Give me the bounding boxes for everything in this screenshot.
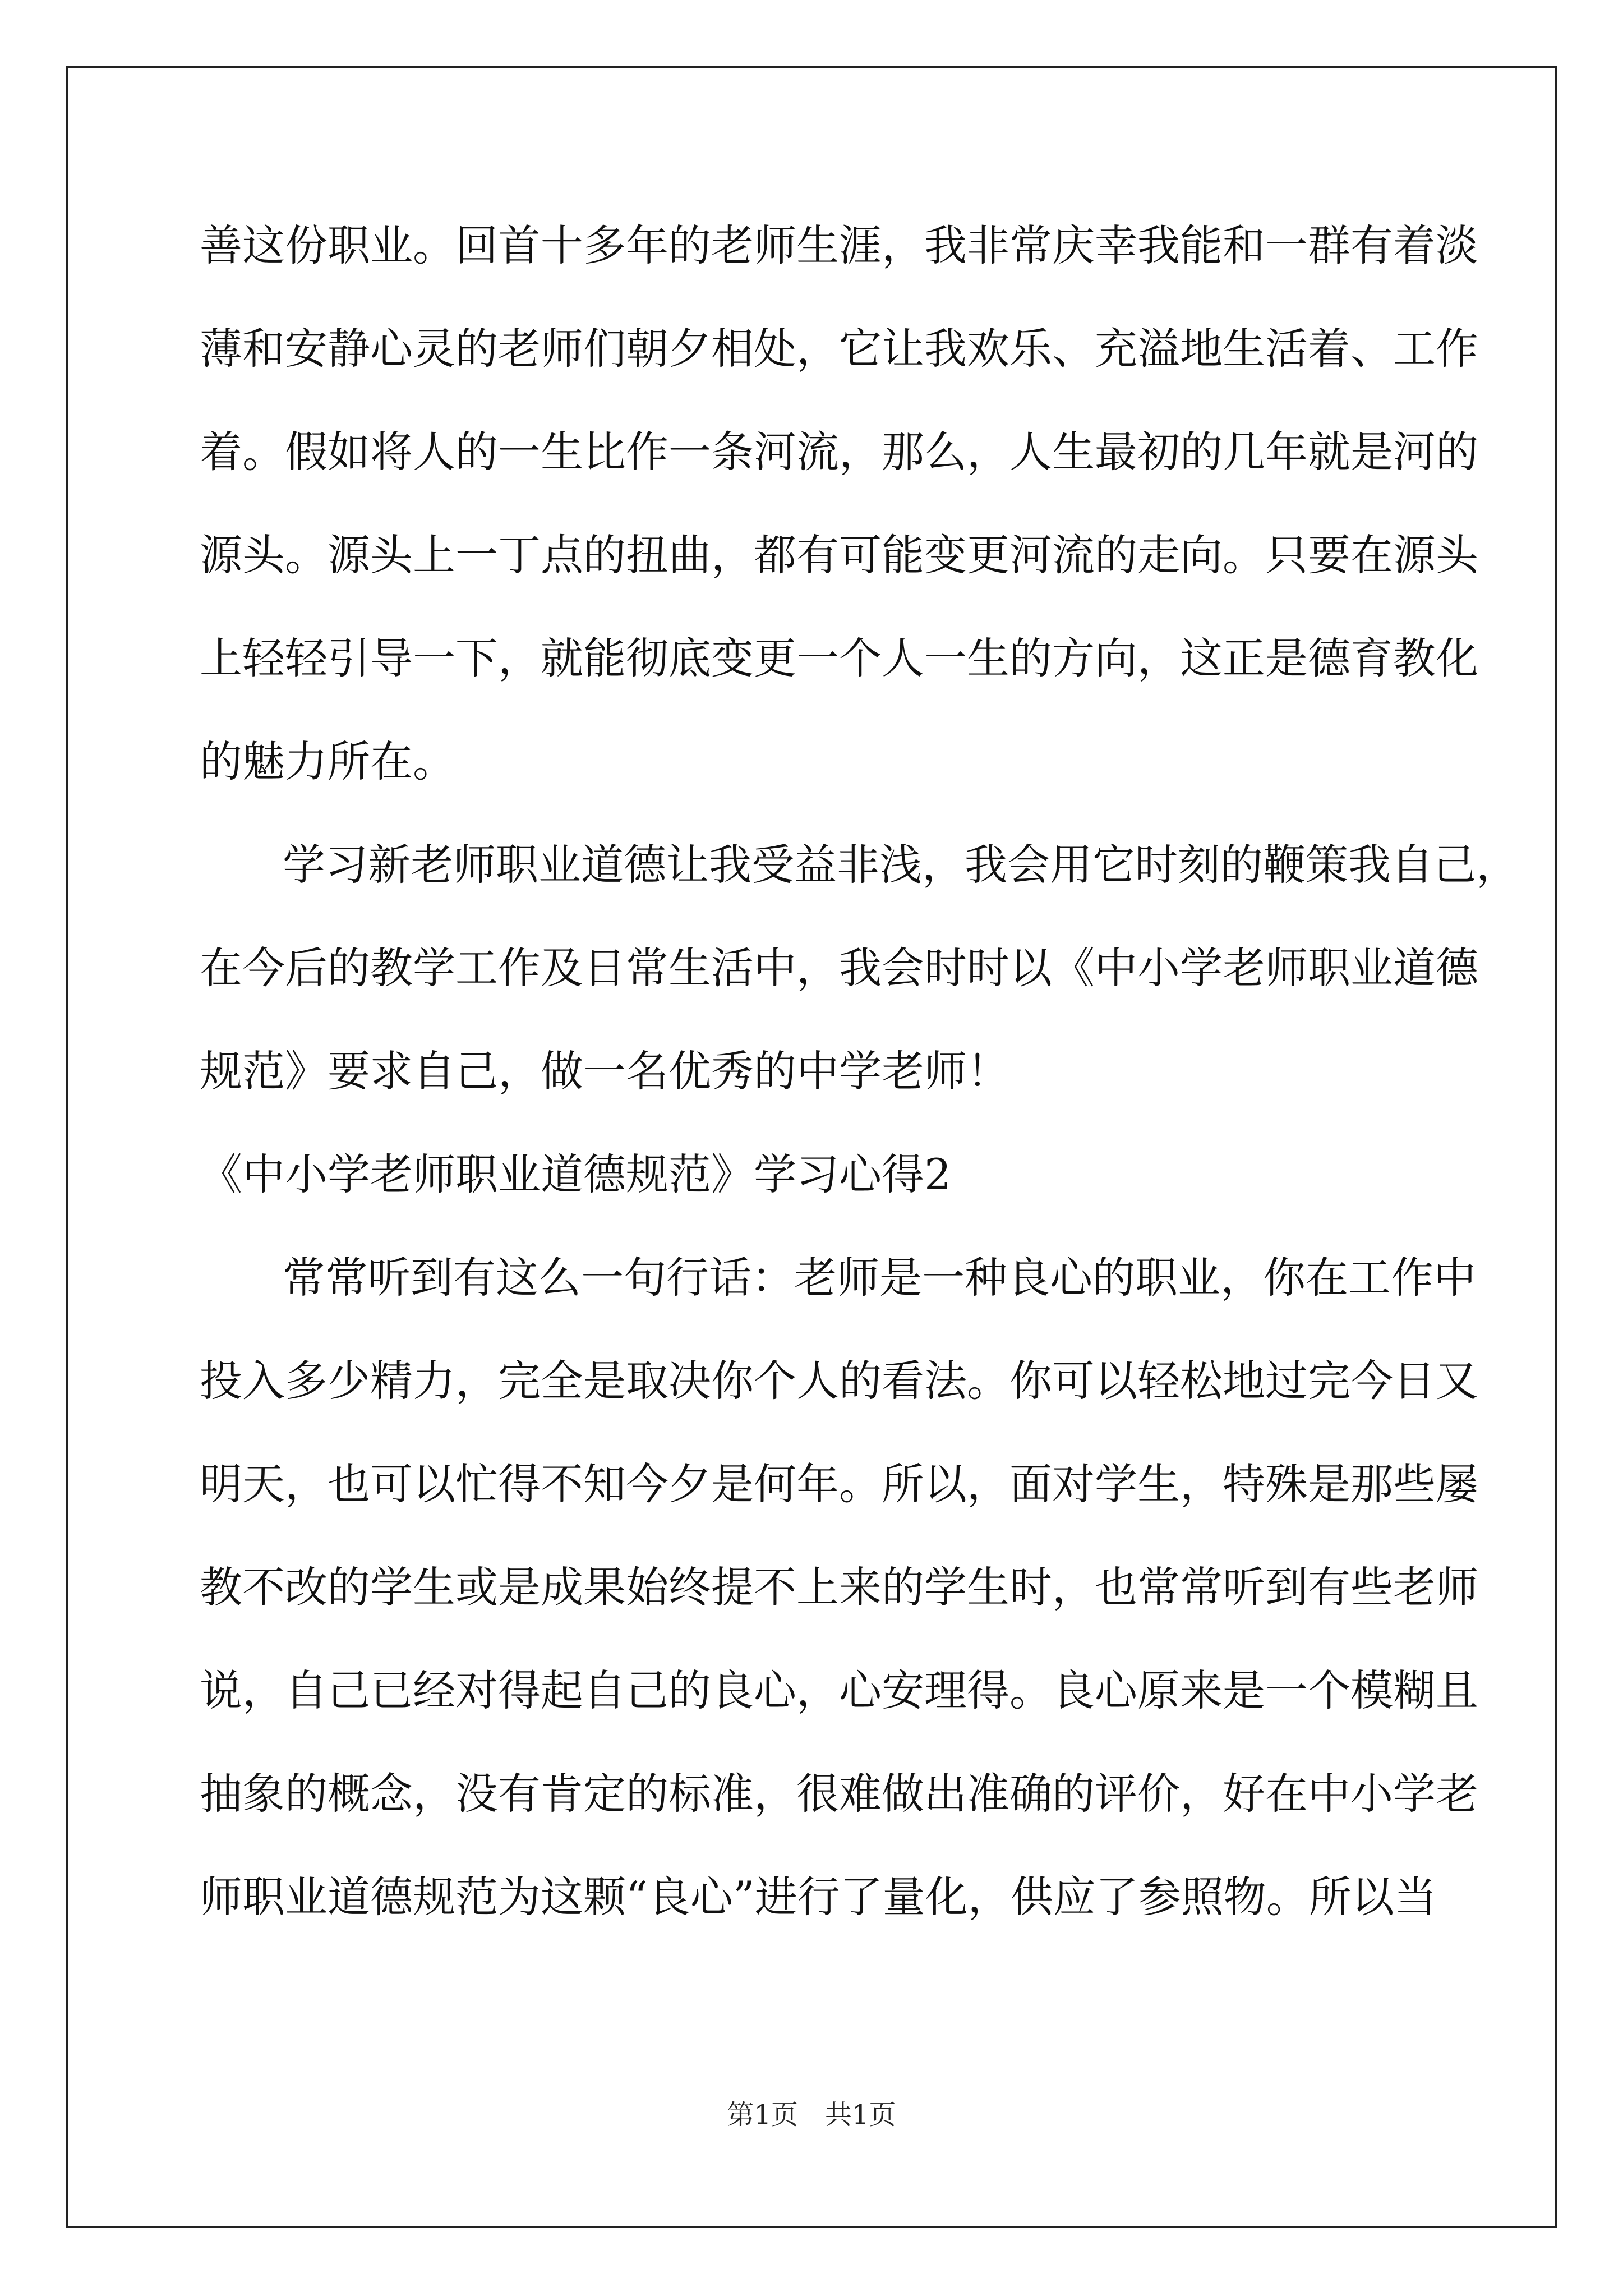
paragraph-line: 投入多少精力，完全是取决你个人的看法。你可以轻松地过完今日又 (200, 1356, 1478, 1406)
paragraph-line: 学习新老师职业道德让我受益非浅，我会用它时刻的鞭策我自己， (283, 840, 1519, 890)
paragraph-line: 源头。源头上一丁点的扭曲，都有可能变更河流的走向。只要在源头 (200, 530, 1478, 580)
paragraph-line: 明天，也可以忙得不知今夕是何年。所以，面对学生，特殊是那些屡 (200, 1459, 1478, 1509)
paragraph-line: 教不改的学生或是成果始终提不上来的学生时，也常常听到有些老师 (200, 1562, 1478, 1612)
paragraph-line: 着。假如将人的一生比作一条河流，那么，人生最初的几年就是河的 (200, 427, 1478, 477)
paragraph-line: 说，自己已经对得起自己的良心，心安理得。良心原来是一个模糊且 (200, 1665, 1478, 1715)
page-number-footer: 第1页 共1页 (727, 2099, 896, 2131)
paragraph-line: 抽象的概念，没有肯定的标准，很难做出准确的评价，好在中小学老 (200, 1769, 1478, 1819)
paragraph-line: 的魅力所在。 (200, 737, 455, 786)
paragraph-line: 薄和安静心灵的老师们朝夕相处，它让我欢乐、充溢地生活着、工作 (200, 324, 1478, 374)
section-heading: 《中小学老师职业道德规范》学习心得2 (200, 1149, 952, 1199)
paragraph-line: 师职业道德规范为这颗“良心”进行了量化，供应了参照物。所以当 (200, 1872, 1437, 1922)
paragraph-line: 规范》要求自己，做一名优秀的中学老师！ (200, 1046, 1009, 1096)
paragraph-line: 善这份职业。回首十多年的老师生涯，我非常庆幸我能和一群有着淡 (200, 220, 1478, 270)
paragraph-line: 常常听到有这么一句行话：老师是一种良心的职业，你在工作中 (283, 1253, 1476, 1303)
paragraph-line: 上轻轻引导一下，就能彻底变更一个人一生的方向，这正是德育教化 (200, 633, 1478, 683)
paragraph-line: 在今后的教学工作及日常生活中，我会时时以《中小学老师职业道德 (200, 943, 1478, 993)
